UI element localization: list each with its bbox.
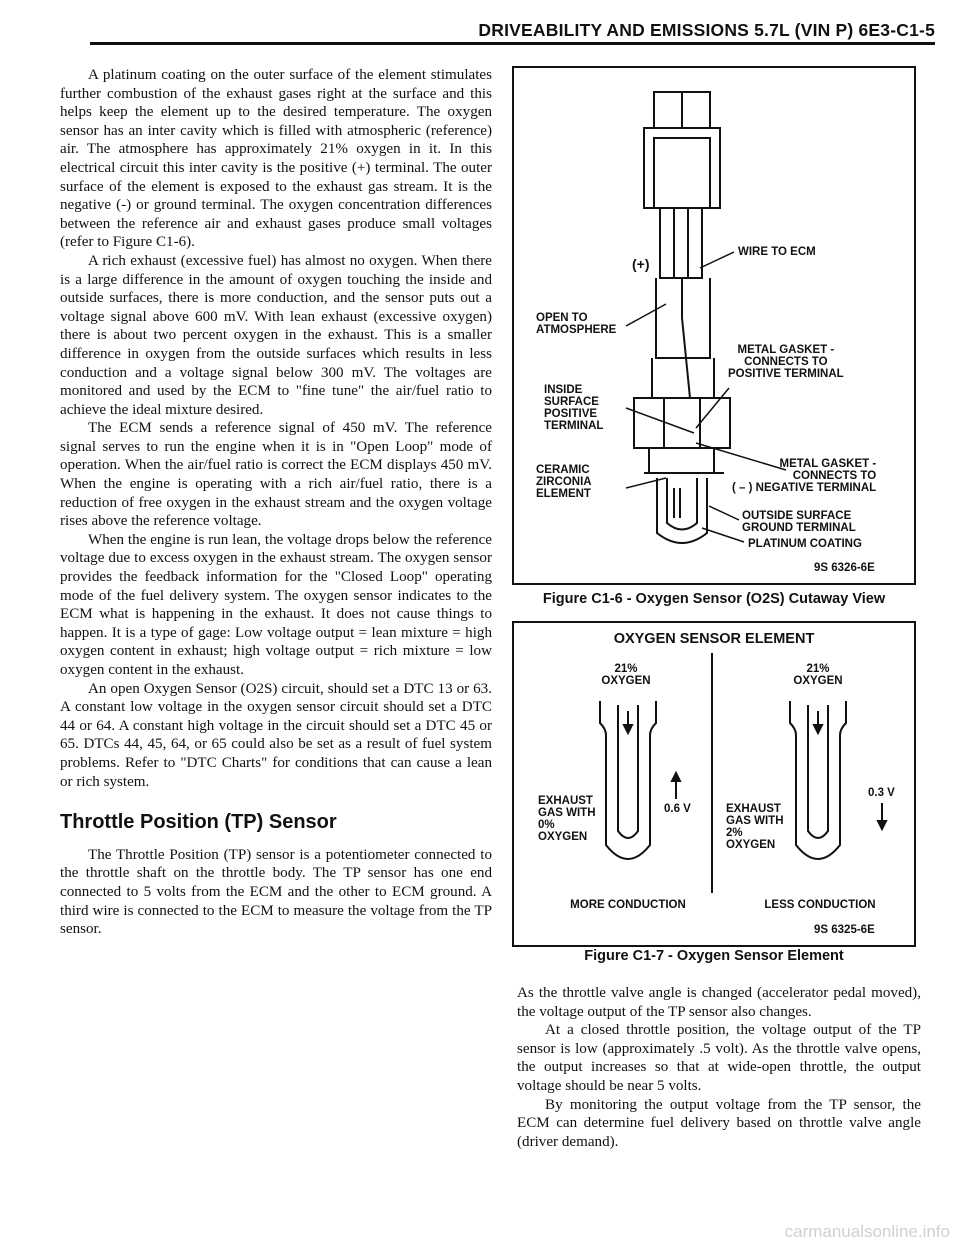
- left-reference-oxygen: 21% OXYGEN: [601, 663, 651, 687]
- figure-caption: Figure C1-7 - Oxygen Sensor Element: [584, 948, 844, 964]
- label-wire-to-ecm: WIRE TO ECM: [738, 246, 816, 258]
- paragraph: The Throttle Position (TP) sensor is a potentiometer connected to the throttle shaft on the throttle body. The TP sensor has one end connected to 5 volts from the ECM and the other to ECM ground. A third wire is connected to the ECM to measure the voltage from the TP sensor.: [60, 846, 492, 938]
- paragraph: A platinum coating on the outer surface of the element stimulates further combustion of the exhaust gases right at the surface and this helps keep the element up to the desired temperature. The oxygen sensor has an inter cavity which is filled with atmospheric (reference) air. The atmosphere has approximately 21% oxygen in it. In this electrical circuit this inter cavity is the positive (+) terminal. The outer surface of the element is exposed to the exhaust gas stream. It is the negative (-) or ground terminal. The oxygen concentration differences between the reference air and exhaust gases produce small voltages (refer to Figure C1-6).: [60, 67, 492, 251]
- watermark: carmanualsonline.info: [784, 1222, 950, 1241]
- paragraph: As the throttle valve angle is changed (accelerator pedal moved), the voltage output of the TP sensor also changes.: [517, 985, 921, 1020]
- section-heading: Throttle Position (TP) Sensor: [60, 811, 337, 834]
- right-exhaust-label: EXHAUST GAS WITH 2% OXYGEN: [726, 803, 784, 851]
- label-positive: (+): [632, 256, 650, 272]
- paragraph: An open Oxygen Sensor (O2S) circuit, should set a DTC 13 or 63. A constant low voltage in the oxygen sensor circuit should set a DTC 44 or 64. A constant high voltage in the circuit should set a DTC 45 or 65. DTCs 44, 45, 64, or 65 could also be set as a result of fuel system problems. Refer to "DTC Charts" for conditions that can cause a lean or rich system.: [60, 680, 492, 790]
- label-metal-gasket-negative: METAL GASKET - CONNECTS TO ( – ) NEGATIVE TERMINAL: [732, 458, 877, 494]
- left-exhaust-label: EXHAUST GAS WITH 0% OXYGEN: [538, 795, 596, 843]
- label-inside-surface: INSIDE SURFACE POSITIVE TERMINAL: [544, 384, 604, 432]
- paragraph: A rich exhaust (excessive fuel) has almost no oxygen. When there is a large difference in the amount of oxygen touching the inside and outside surfaces, there is more conduction, and the sensor puts out a voltage signal above 600 mV. With lean exhaust (excessive oxygen) there is about two percent oxygen in the exhaust. This is a smaller difference in oxygen from the outside surfaces which results in less conduction and a voltage signal below 300 mV. The voltages are monitored and used by the ECM to "fine tune" the air/fuel ratio to achieve the ideal mixture desired.: [60, 252, 492, 418]
- figure-code: 9S 6326-6E: [814, 562, 875, 574]
- label-metal-gasket-positive: METAL GASKET - CONNECTS TO POSITIVE TERMINAL: [728, 344, 844, 380]
- figure-code: 9S 6325-6E: [814, 924, 875, 936]
- sensor-element-drawing: [514, 623, 914, 945]
- left-footer: MORE CONDUCTION: [570, 899, 686, 911]
- figure-o2s-cutaway: [512, 66, 916, 585]
- label-ceramic-zirconia: CERAMIC ZIRCONIA ELEMENT: [536, 464, 592, 500]
- figure-title: OXYGEN SENSOR ELEMENT: [613, 631, 815, 647]
- right-footer: LESS CONDUCTION: [764, 899, 876, 911]
- figure-o2s-element: [512, 621, 916, 947]
- right-column: [517, 984, 921, 1151]
- page-header: DRIVEABILITY AND EMISSIONS 5.7L (VIN P) 6E3-C1-5: [478, 20, 935, 40]
- left-column: [60, 66, 492, 939]
- right-voltage: 0.3 V: [868, 787, 895, 799]
- paragraph: By monitoring the output voltage from the TP sensor, the ECM can determine fuel delivery based on throttle valve angle (driver demand).: [517, 1096, 921, 1150]
- paragraph: When the engine is run lean, the voltage drops below the reference voltage due to excess oxygen in the exhaust stream. The oxygen sensor provides the feedback information for the "Closed Loop" operating mode of the fuel delivery system. The oxygen sensor indicates to the ECM what is happening in the exhaust. It does not cause things to happen. It is a type of gage: Low voltage output = lean mixture = high oxygen content in exhaust; high voltage output = rich mixture = low oxygen content in the exhaust.: [60, 531, 492, 678]
- paragraph: At a closed throttle position, the voltage output of the TP sensor is low (approximately .5 volt). As the throttle valve opens, the output increases so that at wide-open throttle, the output voltage should be near 5 volts.: [517, 1022, 921, 1094]
- left-voltage: 0.6 V: [664, 803, 691, 815]
- label-open-to-atmosphere: OPEN TO ATMOSPHERE: [536, 312, 617, 336]
- figure-caption: Figure C1-6 - Oxygen Sensor (O2S) Cutaway View: [542, 591, 886, 607]
- label-platinum-coating: PLATINUM COATING: [748, 538, 862, 550]
- right-reference-oxygen: 21% OXYGEN: [793, 663, 843, 687]
- paragraph: The ECM sends a reference signal of 450 mV. The reference signal serves to run the engine when it is in "Open Loop" mode of operation. When the air/fuel ratio is correct the ECM displays 450 mV. When the engine is operating with a rich air/fuel ratio, there is a reduction of free oxygen in the exhaust stream and the oxygen voltage rises above the reference voltage.: [60, 420, 492, 530]
- header-rule: [90, 42, 935, 45]
- label-outside-surface: OUTSIDE SURFACE GROUND TERMINAL: [742, 510, 856, 534]
